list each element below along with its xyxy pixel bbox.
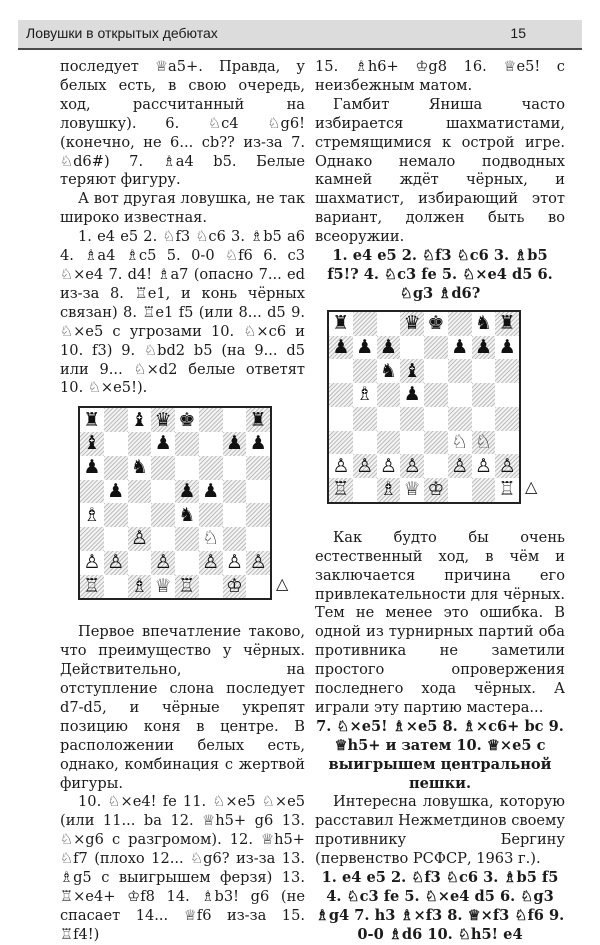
board-square	[400, 407, 424, 431]
board-square	[246, 503, 270, 527]
board-square	[199, 408, 223, 432]
board-square	[495, 359, 519, 383]
board-square	[175, 551, 199, 575]
board-square	[151, 432, 175, 456]
move-text: 1. e4 e5 2. ♘f3 ♘c6 3. ♗b5 f5 4. ♘c3 fe 5. ♘×e4 d5 6. ♘g3 ♗g4 7. h3 ♗×f3 8. ♕×f3 ♘f6 9. 0-0 ♗d6 10. ♘h5! e4	[315, 869, 565, 943]
board-square	[353, 383, 377, 407]
board-square	[80, 551, 104, 575]
board-square	[104, 551, 128, 575]
board-square	[246, 551, 270, 575]
board-square	[128, 432, 152, 456]
board-square	[448, 336, 472, 360]
board-square	[151, 408, 175, 432]
chess-piece-icon: ♚	[178, 408, 196, 431]
move-text: 10. ♘×e4! fe 11. ♘×e5 ♘×e5 (или 11... ba 12. ♕h5+ g6 13. ♘×g6 с разгромом). 12. ♕h5+ ♘f7 (плохо 12... ♘g6? из-за 13. ♗g5 с выигрышем ферзя) 13. ♖×e4+ ♔f8 14. ♗b3! g6 (не спасает 14... ♕f6 из-за 15. ♖f4!)	[60, 793, 305, 943]
board-square	[80, 575, 104, 599]
board-square	[472, 407, 496, 431]
chess-piece-icon: ♟	[202, 479, 220, 502]
board-square	[353, 312, 377, 336]
board-square	[175, 480, 199, 504]
board-square	[223, 456, 247, 480]
move-text: 1. e4 e5 2. ♘f3 ♘c6 3. ♗b5 f5!? 4. ♘c3 fe 5. ♘×e4 d5 6. ♘g3 ♗d6?	[327, 247, 553, 302]
chess-piece-icon: ♛	[403, 312, 421, 335]
paragraph: Как будто бы очень естественный ход, в чём и заключается причина его привлекательности для чёрных. Тем не менее это ошибка. В одной из турнирных партий оба противника не заметили простого опровержения последнего хода чёрных. А играли эту партию мастера...	[315, 528, 565, 716]
board-square	[80, 480, 104, 504]
chess-piece-icon: ♜	[83, 408, 101, 431]
chess-board	[78, 406, 272, 600]
chess-piece-icon: ♜	[498, 312, 516, 335]
board-square	[495, 431, 519, 455]
chess-piece-icon: ♘	[202, 527, 220, 550]
board-square	[104, 408, 128, 432]
board-square	[175, 503, 199, 527]
chess-piece-icon: ♗	[130, 574, 148, 597]
chess-piece-icon: ♟	[249, 432, 267, 455]
chess-piece-icon: ♗	[379, 478, 397, 501]
chess-piece-icon: ♙	[225, 551, 243, 574]
board-square	[424, 336, 448, 360]
board-square	[246, 408, 270, 432]
board-square	[400, 383, 424, 407]
board-square	[353, 359, 377, 383]
chess-piece-icon: ♖	[332, 478, 350, 501]
chess-piece-icon: ♞	[474, 312, 492, 335]
board-square	[199, 432, 223, 456]
board-square	[80, 527, 104, 551]
board-square	[246, 527, 270, 551]
chess-piece-icon: ♟	[178, 479, 196, 502]
board-square	[151, 456, 175, 480]
chess-piece-icon: ♙	[332, 454, 350, 477]
chess-piece-icon: ♙	[130, 527, 148, 550]
board-square	[199, 551, 223, 575]
board-square	[448, 407, 472, 431]
board-square	[329, 454, 353, 478]
board-square	[400, 454, 424, 478]
board-square	[329, 336, 353, 360]
board-square	[128, 551, 152, 575]
board-square	[80, 432, 104, 456]
board-square	[175, 432, 199, 456]
board-square	[104, 432, 128, 456]
board-square	[104, 456, 128, 480]
chess-piece-icon: ♟	[356, 335, 374, 358]
chess-board	[327, 310, 521, 504]
chess-piece-icon: ♟	[498, 335, 516, 358]
board-square	[353, 431, 377, 455]
chess-piece-icon: ♛	[154, 408, 172, 431]
chess-diagram	[60, 402, 305, 617]
board-square	[472, 478, 496, 502]
board-square	[175, 527, 199, 551]
board-square	[329, 407, 353, 431]
board-square	[424, 478, 448, 502]
board-square	[223, 432, 247, 456]
board-square	[495, 336, 519, 360]
chess-piece-icon: ♙	[83, 551, 101, 574]
move-text: 1. e4 e5 2. ♘f3 ♘c6 3. ♗b5 a6 4. ♗a4 ♗c5 5. 0-0 ♘f6 6. c3 ♘×e4 7. d4! ♗a7 (опасно 7... ed из-за 8. ♖e1, и конь чёрных связан) 8. ♖e1 f5 (или 8... d5 9. ♘×e5 с угрозами 10. ♘×c6 и 10. f3) 9. ♘bd2 b5 (на 9... d5 или 9... ♘×d2 белые ответят 10. ♘×e5!).	[60, 228, 305, 397]
chess-piece-icon: ♖	[498, 478, 516, 501]
chess-piece-icon: ♙	[356, 454, 374, 477]
board-square	[246, 432, 270, 456]
board-square	[223, 503, 247, 527]
board-square	[199, 456, 223, 480]
board-square	[175, 575, 199, 599]
chess-piece-icon: ♟	[107, 479, 125, 502]
chess-piece-icon: ♝	[403, 359, 421, 382]
board-square	[353, 478, 377, 502]
board-square	[377, 312, 401, 336]
chess-piece-icon: ♝	[83, 432, 101, 455]
board-square	[128, 408, 152, 432]
chess-piece-icon: ♟	[379, 335, 397, 358]
chess-piece-icon: ♟	[225, 432, 243, 455]
chess-piece-icon: ♕	[403, 478, 421, 501]
board-square	[377, 454, 401, 478]
chess-piece-icon: ♜	[249, 408, 267, 431]
chess-diagram	[315, 308, 565, 523]
board-square	[424, 359, 448, 383]
board-square	[151, 551, 175, 575]
chess-piece-icon: ♔	[427, 478, 445, 501]
chess-piece-icon: ♞	[178, 503, 196, 526]
board-square	[377, 407, 401, 431]
chess-piece-icon: ♟	[451, 335, 469, 358]
board-square	[424, 312, 448, 336]
board-square	[151, 503, 175, 527]
board-square	[353, 336, 377, 360]
chess-piece-icon: ♕	[154, 574, 172, 597]
board-square	[246, 575, 270, 599]
board-square	[128, 527, 152, 551]
board-square	[223, 551, 247, 575]
board-square	[448, 454, 472, 478]
white-to-move-icon: △	[276, 574, 289, 594]
board-square	[199, 503, 223, 527]
board-square	[424, 454, 448, 478]
board-square	[495, 454, 519, 478]
board-square	[151, 575, 175, 599]
chess-piece-icon: ♙	[202, 551, 220, 574]
chess-piece-icon: ♙	[154, 551, 172, 574]
board-square	[151, 480, 175, 504]
chess-piece-icon: ♙	[107, 551, 125, 574]
white-to-move-icon: △	[525, 476, 538, 496]
chess-piece-icon: ♟	[403, 383, 421, 406]
board-square	[377, 431, 401, 455]
board-square	[495, 312, 519, 336]
board-square	[151, 527, 175, 551]
board-square	[329, 478, 353, 502]
board-square	[353, 454, 377, 478]
board-square	[448, 478, 472, 502]
chess-piece-icon: ♟	[154, 432, 172, 455]
board-square	[495, 383, 519, 407]
board-square	[128, 503, 152, 527]
board-square	[80, 503, 104, 527]
board-square	[472, 454, 496, 478]
board-square	[424, 383, 448, 407]
chess-piece-icon: ♟	[83, 456, 101, 479]
board-square	[400, 312, 424, 336]
board-square	[199, 480, 223, 504]
board-square	[377, 383, 401, 407]
board-square	[400, 478, 424, 502]
running-header	[18, 20, 582, 50]
move-text: 15. ♗h6+ ♔g8 16. ♕e5! с неизбежным матом.	[315, 58, 565, 94]
chess-piece-icon: ♚	[427, 312, 445, 335]
chess-piece-icon: ♖	[178, 574, 196, 597]
board-square	[104, 527, 128, 551]
chess-piece-icon: ♘	[451, 430, 469, 453]
board-square	[377, 478, 401, 502]
running-title: Ловушки в открытых дебютах	[26, 25, 218, 41]
paragraph: Первое впечатление таково, что преимущество у чёрных. Действительно, на отступление слона последует d7-d5, и чёрные укрепят позицию коня в центре. В расположении белых есть, однако, комбинация с жертвой фигуры.	[60, 623, 305, 792]
chess-piece-icon: ♙	[403, 454, 421, 477]
board-square	[400, 336, 424, 360]
chess-piece-icon: ♞	[130, 456, 148, 479]
chess-piece-icon: ♙	[379, 454, 397, 477]
chess-piece-icon: ♖	[83, 574, 101, 597]
chess-piece-icon: ♙	[498, 454, 516, 477]
board-square	[104, 575, 128, 599]
chess-piece-icon: ♘	[474, 430, 492, 453]
chess-piece-icon: ♙	[249, 551, 267, 574]
board-square	[175, 456, 199, 480]
chess-piece-icon: ♔	[225, 574, 243, 597]
chess-piece-icon: ♟	[332, 335, 350, 358]
board-square	[246, 480, 270, 504]
board-square	[128, 575, 152, 599]
board-square	[329, 312, 353, 336]
page-number: 15	[510, 25, 526, 41]
board-square	[448, 312, 472, 336]
board-square	[329, 359, 353, 383]
move-text: 7. ♘×e5! ♗×e5 8. ♗×c6+ bc 9. ♕h5+ и затем 10. ♕×e5 с выигрышем центральной пешки.	[316, 717, 564, 792]
paragraph: Гамбит Яниша часто избирается шахматистами, стремящимися к острой игре. Однако немало подводных камней ждёт чёрных, и шахматист, избирающий этот вариант, должен быть во всеоружии.	[315, 95, 565, 246]
chess-piece-icon: ♗	[83, 503, 101, 526]
board-square	[400, 359, 424, 383]
right-column	[315, 58, 565, 945]
board-square	[424, 407, 448, 431]
left-column	[60, 58, 305, 945]
board-square	[223, 575, 247, 599]
paragraph: Интересна ловушка, которую расставил Нежметдинов своему противнику Бергину (первенство РСФСР, 1963 г.).	[315, 793, 565, 868]
board-square	[223, 408, 247, 432]
board-square	[448, 359, 472, 383]
board-square	[104, 503, 128, 527]
board-square	[472, 336, 496, 360]
paragraph: последует ♕a5+. Правда, у белых есть, в свою очередь, ход, рассчитанный на ловушку). 6. ♘c4 ♘g6! (конечно, не 6... cb?? из-за 7. ♘d6#) 7. ♗a4 b5. Белые теряют фигуру.	[60, 58, 305, 189]
board-square	[199, 575, 223, 599]
board-square	[377, 336, 401, 360]
board-square	[424, 431, 448, 455]
board-square	[495, 407, 519, 431]
board-square	[448, 383, 472, 407]
board-square	[472, 359, 496, 383]
board-square	[329, 431, 353, 455]
board-square	[472, 312, 496, 336]
board-square	[223, 527, 247, 551]
board-square	[377, 359, 401, 383]
board-square	[472, 431, 496, 455]
chess-piece-icon: ♙	[451, 454, 469, 477]
board-square	[329, 383, 353, 407]
chess-piece-icon: ♞	[379, 359, 397, 382]
chess-piece-icon: ♟	[474, 335, 492, 358]
board-square	[472, 383, 496, 407]
paragraph: А вот другая ловушка, не так широко известная.	[60, 190, 305, 227]
board-square	[400, 431, 424, 455]
board-square	[495, 478, 519, 502]
board-square	[80, 408, 104, 432]
board-square	[199, 527, 223, 551]
board-square	[104, 480, 128, 504]
board-square	[175, 408, 199, 432]
board-square	[246, 456, 270, 480]
chess-piece-icon: ♝	[130, 408, 148, 431]
board-square	[128, 480, 152, 504]
board-square	[353, 407, 377, 431]
chess-piece-icon: ♜	[332, 312, 350, 335]
chess-piece-icon: ♗	[356, 383, 374, 406]
board-square	[80, 456, 104, 480]
chess-piece-icon: ♙	[474, 454, 492, 477]
board-square	[223, 480, 247, 504]
board-square	[448, 431, 472, 455]
board-square	[128, 456, 152, 480]
